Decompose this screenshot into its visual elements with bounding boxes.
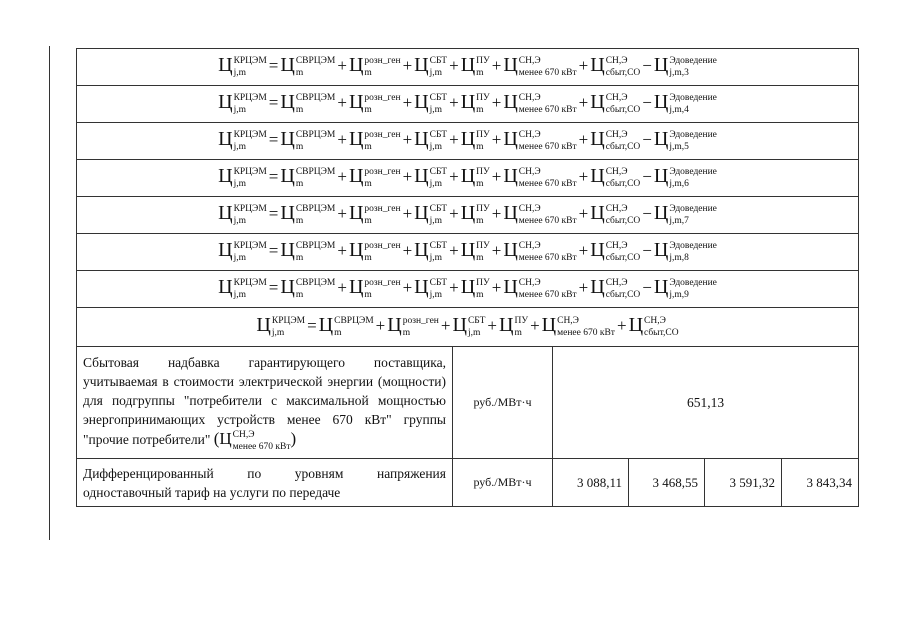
tariff-row xyxy=(77,459,859,507)
formula xyxy=(218,240,717,264)
formula-operator: + xyxy=(578,92,589,112)
formula-operator: + xyxy=(491,203,502,223)
markup-value: 651,13 xyxy=(553,347,859,459)
formula-term: Ц Эдоведение j,m,7 xyxy=(653,201,717,227)
formula-term: Ц СВРЦЭМ m xyxy=(280,127,336,153)
formula-term: Ц розн_ген m xyxy=(348,164,401,190)
formula-term: Ц СН,Э сбыт,СО xyxy=(628,313,679,339)
tariff-value-1: 3 088,11 xyxy=(553,459,629,507)
formula-term: Ц ПУ m xyxy=(499,313,529,339)
formula-operator: + xyxy=(491,166,502,186)
formula-term: Ц розн_ген m xyxy=(387,313,439,339)
formula-term: Ц розн_ген m xyxy=(348,238,401,264)
formula-term: Ц СБТ j,m xyxy=(414,53,448,79)
formula-cell xyxy=(77,197,859,234)
formula-operator: + xyxy=(402,129,413,149)
formula-term: Ц СН,Э менее 670 кВт xyxy=(503,201,577,227)
formula-term: Ц СН,Э сбыт,СО xyxy=(590,90,641,116)
formula-operator: + xyxy=(449,166,459,186)
formula-row xyxy=(77,271,859,308)
formula-term: Ц ПУ m xyxy=(460,127,490,153)
formula-term: Ц КРЦЭМ j,m xyxy=(218,201,267,227)
formula-cell xyxy=(77,234,859,271)
formula-term: Ц СВРЦЭМ m xyxy=(280,164,336,190)
markup-unit: руб./МВт·ч xyxy=(453,347,553,459)
formula-operator: − xyxy=(642,277,652,297)
formula-operator: + xyxy=(402,166,413,186)
formula xyxy=(218,92,717,116)
formula-row xyxy=(77,160,859,197)
formula-operator: + xyxy=(578,277,589,297)
formula-term: Ц ПУ m xyxy=(460,201,490,227)
formula-operator: = xyxy=(268,203,279,223)
formula-term: Ц СН,Э менее 670 кВт xyxy=(503,275,577,301)
formula xyxy=(218,55,717,79)
formula-cell xyxy=(77,86,859,123)
formula-operator: + xyxy=(491,129,502,149)
formula-operator: = xyxy=(268,55,279,75)
formula-operator: + xyxy=(440,315,451,335)
formula-term: Ц КРЦЭМ j,m xyxy=(218,53,267,79)
formula-operator: + xyxy=(491,240,502,260)
formula xyxy=(218,277,717,301)
formula-term: Ц СН,Э менее 670 кВт xyxy=(541,313,615,339)
formula-cell xyxy=(77,123,859,160)
formula-operator: + xyxy=(449,277,459,297)
formula xyxy=(256,315,678,339)
formula-operator: + xyxy=(491,277,502,297)
formula-row xyxy=(77,49,859,86)
formula-term: Ц Эдоведение j,m,4 xyxy=(653,90,717,116)
formula-term: Ц СБТ j,m xyxy=(414,238,448,264)
formula-term: Ц СН,Э сбыт,СО xyxy=(590,238,641,264)
tariff-value-4: 3 843,34 xyxy=(782,459,859,507)
formula-term: Ц Эдоведение j,m,8 xyxy=(653,238,717,264)
formula-rows xyxy=(77,49,859,308)
formula-operator: = xyxy=(268,92,279,112)
formula-term: Ц СН,Э сбыт,СО xyxy=(590,201,641,227)
markup-row xyxy=(77,347,859,459)
formula-term: Ц СН,Э сбыт,СО xyxy=(590,164,641,190)
formula-cell xyxy=(77,49,859,86)
formula-operator: + xyxy=(578,166,589,186)
formula-term: Ц СН,Э менее 670 кВт xyxy=(503,53,577,79)
formula-operator: − xyxy=(642,92,652,112)
formula-operator: − xyxy=(642,203,652,223)
formula-operator: + xyxy=(449,92,459,112)
page-left-border xyxy=(49,46,50,540)
formula-term: Ц Эдоведение j,m,5 xyxy=(653,127,717,153)
markup-description xyxy=(77,347,453,459)
formula-term: Ц ПУ m xyxy=(460,275,490,301)
formula-term: Ц КРЦЭМ j,m xyxy=(218,238,267,264)
formula-term: Ц СБТ j,m xyxy=(414,127,448,153)
formula-operator: = xyxy=(268,129,279,149)
formula-operator: + xyxy=(402,55,413,75)
formula-final-cell xyxy=(77,308,859,347)
formula-operator: + xyxy=(616,315,627,335)
formula-term: Ц СВРЦЭМ m xyxy=(280,53,336,79)
formula-operator: + xyxy=(578,55,589,75)
formula-term: Ц СБТ j,m xyxy=(452,313,486,339)
formula-operator: + xyxy=(449,240,459,260)
formula-term: Ц СН,Э сбыт,СО xyxy=(590,53,641,79)
markup-text: Сбытовая надбавка гарантирующего поставщика, учитываемая в стоимости электрической энергии (мощности) для подгруппы "потребители с максимальной мощностью энергопринимающих устройств менее 670 кВт" группы "прочие потребители" xyxy=(83,354,446,447)
formula-operator: = xyxy=(268,240,279,260)
formula-term: Ц СВРЦЭМ m xyxy=(280,238,336,264)
formula-term: Ц Эдоведение j,m,3 xyxy=(653,53,717,79)
tariff-unit: руб./МВт·ч xyxy=(453,459,553,507)
tariff-description: Дифференцированный по уровням напряжения одноставочный тариф на услуги по передаче xyxy=(77,459,453,507)
formula-operator: + xyxy=(578,203,589,223)
formula-operator: + xyxy=(578,240,589,260)
formula-operator: − xyxy=(642,129,652,149)
formula-term: Ц СВРЦЭМ m xyxy=(318,313,374,339)
formula-term: Ц СН,Э менее 670 кВт xyxy=(503,127,577,153)
formula-row xyxy=(77,234,859,271)
formula-operator: = xyxy=(307,315,317,335)
formula-operator: + xyxy=(449,55,459,75)
formula-term: Ц СН,Э менее 670 кВт xyxy=(503,238,577,264)
formula-operator: − xyxy=(642,240,652,260)
formula-operator: + xyxy=(337,203,347,223)
formula-term: Ц ПУ m xyxy=(460,90,490,116)
formula-row xyxy=(77,197,859,234)
formula-term: Ц розн_ген m xyxy=(348,127,401,153)
formula-term: Ц КРЦЭМ j,m xyxy=(218,127,267,153)
formula-operator: + xyxy=(402,203,413,223)
formula-operator: + xyxy=(449,203,459,223)
formula-term: Ц СН,Э сбыт,СО xyxy=(590,127,641,153)
formula-operator: + xyxy=(530,315,540,335)
formula-term: Ц СБТ j,m xyxy=(414,164,448,190)
formula-term: Ц Эдоведение j,m,6 xyxy=(653,164,717,190)
formula-operator: + xyxy=(337,92,347,112)
formula-term: Ц СБТ j,m xyxy=(414,90,448,116)
formula-term: Ц ПУ m xyxy=(460,238,490,264)
formula-term: Ц розн_ген m xyxy=(348,90,401,116)
formula-term: Ц КРЦЭМ j,m xyxy=(218,275,267,301)
formula-operator: + xyxy=(491,55,502,75)
formula-operator: + xyxy=(402,277,413,297)
formula-operator: + xyxy=(337,277,347,297)
formula-term: Ц СН,Э сбыт,СО xyxy=(590,275,641,301)
formula-operator: + xyxy=(578,129,589,149)
tariff-table xyxy=(76,48,859,507)
formula xyxy=(218,166,717,190)
formula-term: Ц СБТ j,m xyxy=(414,275,448,301)
formula-cell xyxy=(77,271,859,308)
formula-term: Ц ПУ m xyxy=(460,164,490,190)
markup-symbol: (Ц СН,Э менее 670 кВт ) xyxy=(213,428,297,452)
formula-operator: − xyxy=(642,55,652,75)
formula-operator: + xyxy=(402,92,413,112)
formula-term: Ц КРЦЭМ j,m xyxy=(256,313,306,339)
formula-row xyxy=(77,123,859,160)
formula-term: Ц СН,Э менее 670 кВт xyxy=(503,90,577,116)
formula-term: Ц розн_ген m xyxy=(348,53,401,79)
formula-operator: = xyxy=(268,277,279,297)
formula-term: Ц СВРЦЭМ m xyxy=(280,275,336,301)
formula-term: Ц СБТ j,m xyxy=(414,201,448,227)
formula-operator: − xyxy=(642,166,652,186)
formula-final-row xyxy=(77,308,859,347)
formula-term: Ц розн_ген m xyxy=(348,201,401,227)
tariff-value-2: 3 468,55 xyxy=(629,459,705,507)
formula-operator: + xyxy=(487,315,498,335)
formula xyxy=(218,129,717,153)
formula-operator: + xyxy=(491,92,502,112)
formula-term: Ц СВРЦЭМ m xyxy=(280,201,336,227)
formula-term: Ц КРЦЭМ j,m xyxy=(218,164,267,190)
formula-operator: + xyxy=(375,315,386,335)
formula-term: Ц ПУ m xyxy=(460,53,490,79)
formula-operator: = xyxy=(268,166,279,186)
formula-operator: + xyxy=(337,166,347,186)
formula-term: Ц Эдоведение j,m,9 xyxy=(653,275,717,301)
formula-operator: + xyxy=(449,129,459,149)
formula-operator: + xyxy=(337,240,347,260)
formula-cell xyxy=(77,160,859,197)
formula-operator: + xyxy=(402,240,413,260)
formula-term: Ц КРЦЭМ j,m xyxy=(218,90,267,116)
formula-row xyxy=(77,86,859,123)
formula xyxy=(218,203,717,227)
formula-term: Ц СВРЦЭМ m xyxy=(280,90,336,116)
formula-operator: + xyxy=(337,55,347,75)
formula-term: Ц розн_ген m xyxy=(348,275,401,301)
tariff-value-3: 3 591,32 xyxy=(705,459,782,507)
formula-operator: + xyxy=(337,129,347,149)
formula-term: Ц СН,Э менее 670 кВт xyxy=(503,164,577,190)
